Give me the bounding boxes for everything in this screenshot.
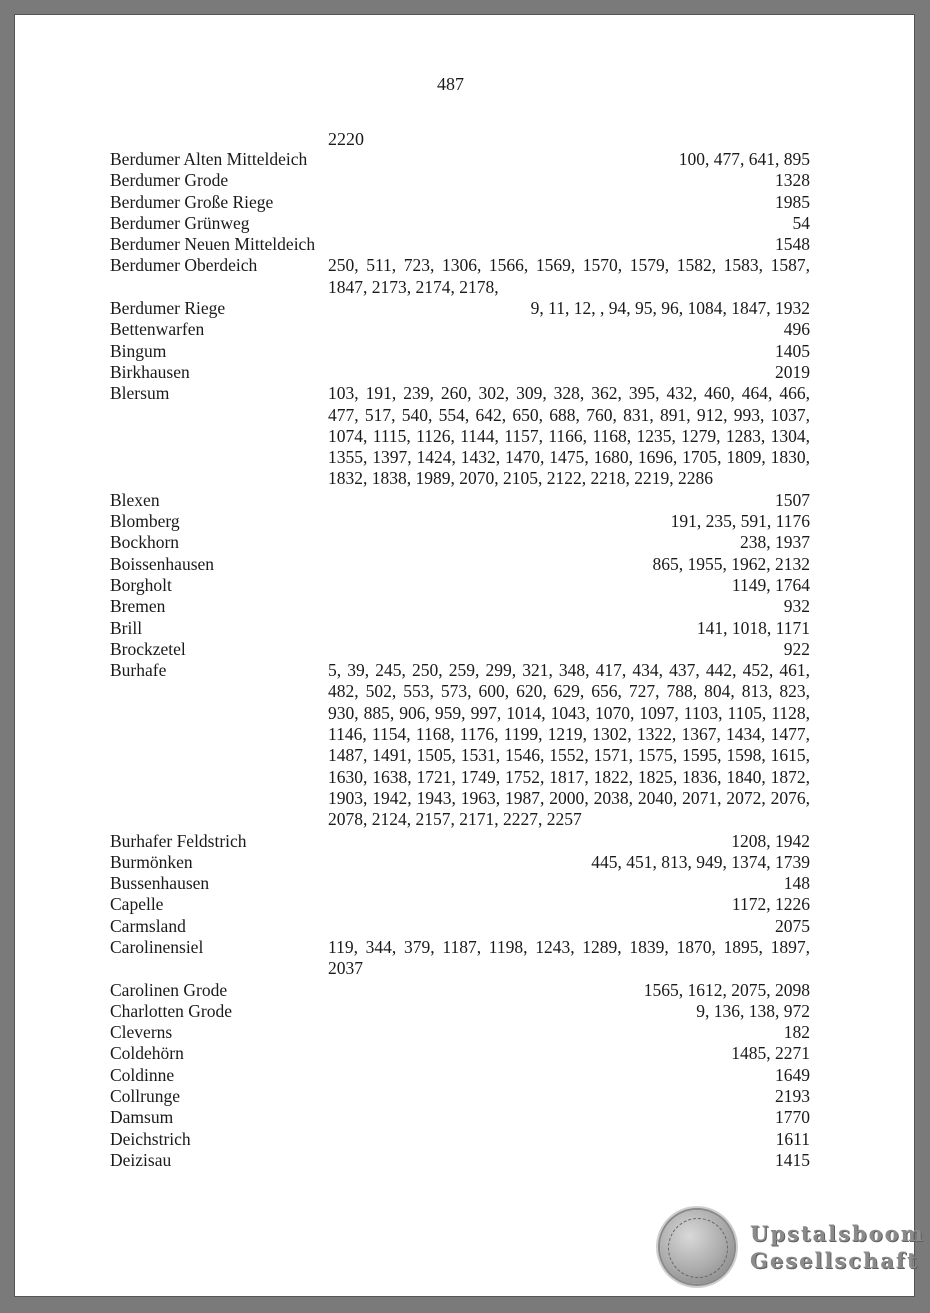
entry-place-name: Collrunge [110, 1086, 180, 1107]
entry-place-name: Deizisau [110, 1149, 172, 1170]
entry-page-refs: 1985 [775, 191, 810, 212]
entry-page-refs: 191, 235, 591, 1176 [670, 511, 810, 532]
entry-page-refs: 1507 [775, 489, 810, 510]
index-entry [110, 255, 810, 298]
entry-page-refs: 103, 191, 239, 260, 302, 309, 328, 362, 395, 432, 460, 464, 466, 477, 517, 540, 554, 642, 650, 688, 760, 831, 891, 912, 993, 1037, 1074, 1115, 1126, 1144, 1157, 1166, 1168, 1235, 1279, 1283, 1304, 1355, 1397, 1424, 1432, 1470, 1475, 1680, 1696, 1705, 1809, 1830, 1832, 1838, 1989, 2070, 2105, 2122, 2218, 2219, 2286 [328, 383, 810, 489]
entry-place-name: Carolinensiel [110, 936, 204, 957]
entry-page-refs: 100, 477, 641, 895 [678, 149, 810, 169]
entry-place-name: Brockzetel [110, 638, 186, 659]
entry-place-name: Bremen [110, 596, 166, 617]
index-entry [110, 170, 810, 191]
index-entry [110, 660, 810, 830]
index-entry [110, 916, 810, 937]
entry-place-name: Charlotten Grode [110, 1000, 232, 1021]
entry-page-refs: 932 [783, 596, 810, 617]
entry-place-name: Brill [110, 617, 143, 638]
index-entry [110, 298, 810, 319]
index-entry [110, 1129, 810, 1150]
entry-page-refs: 54 [792, 212, 810, 233]
entry-place-name: Damsum [110, 1107, 174, 1128]
entry-page-refs: 1328 [775, 170, 810, 191]
logo-line-2: Gesellschaft [750, 1248, 919, 1273]
publisher-logo [660, 1210, 925, 1290]
index-entry [110, 511, 810, 532]
entry-place-name: Bussenhausen [110, 873, 210, 894]
index-entry [110, 1043, 810, 1064]
entry-page-refs: 2193 [775, 1086, 810, 1107]
document-page [14, 14, 925, 1297]
entry-page-refs: 1149, 1764 [731, 574, 810, 595]
index-entry [110, 937, 810, 980]
page-number: 487 [437, 74, 464, 94]
index-entry [110, 1150, 810, 1171]
index-entry [110, 341, 810, 362]
index-entry [110, 852, 810, 873]
index-entry [110, 596, 810, 617]
entry-place-name: Berdumer Grünweg [110, 212, 250, 233]
entry-page-refs: 865, 1955, 1962, 2132 [652, 553, 810, 574]
entry-page-refs: 148 [783, 873, 810, 894]
index-entry [110, 639, 810, 660]
index-entry [110, 490, 810, 511]
entry-place-name: Berdumer Große Riege [110, 191, 274, 212]
entry-page-refs: 1548 [775, 234, 810, 255]
entry-page-refs: 141, 1018, 1171 [696, 617, 810, 638]
entry-place-name: Borgholt [110, 574, 172, 595]
index-entry [110, 213, 810, 234]
entry-place-name: Bettenwarfen [110, 319, 205, 340]
entry-place-name: Berdumer Grode [110, 170, 229, 191]
entry-page-refs: 250, 511, 723, 1306, 1566, 1569, 1570, 1579, 1582, 1583, 1587, 1847, 2173, 2174, 2178, [328, 255, 810, 297]
index-entries [110, 149, 810, 1171]
index-entry [110, 575, 810, 596]
index-entry [110, 618, 810, 639]
entry-place-name: Blersum [110, 383, 170, 404]
entry-page-refs: 1770 [775, 1107, 810, 1128]
entry-page-refs: 5, 39, 245, 250, 259, 299, 321, 348, 417, 434, 437, 442, 452, 461, 482, 502, 553, 573, 600, 620, 629, 656, 727, 788, 804, 813, 823, 930, 885, 906, 959, 997, 1014, 1043, 1070, 1097, 1103, 1105, 1128, 1146, 1154, 1168, 1176, 1199, 1219, 1302, 1322, 1367, 1434, 1477, 1487, 1491, 1505, 1531, 1546, 1552, 1571, 1575, 1595, 1598, 1615, 1630, 1638, 1721, 1749, 1752, 1817, 1822, 1825, 1836, 1840, 1872, 1903, 1942, 1943, 1963, 1987, 2000, 2038, 2040, 2071, 2072, 2076, 2078, 2124, 2157, 2171, 2227, 2257 [328, 660, 810, 830]
entry-page-refs: 238, 1937 [740, 532, 810, 553]
entry-page-refs: 1649 [775, 1064, 810, 1085]
entry-place-name: Burhafer Feldstrich [110, 830, 247, 851]
entry-page-refs: 9, 136, 138, 972 [696, 1000, 810, 1021]
entry-place-name: Birkhausen [110, 361, 190, 382]
entry-place-name: Berdumer Alten Mitteldeich [110, 149, 308, 169]
index-entry [110, 362, 810, 383]
entry-page-refs: 1565, 1612, 2075, 2098 [643, 979, 810, 1000]
index-entry [110, 383, 810, 489]
index-entry [110, 873, 810, 894]
entry-page-refs: 119, 344, 379, 1187, 1198, 1243, 1289, 1839, 1870, 1895, 1897, 2037 [328, 936, 810, 979]
entry-place-name: Cleverns [110, 1022, 173, 1043]
entry-place-name: Bingum [110, 340, 167, 361]
entry-place-name: Coldehörn [110, 1043, 184, 1064]
entry-page-refs: 9, 11, 12, , 94, 95, 96, 1084, 1847, 1932 [530, 298, 810, 319]
index-entry [110, 319, 810, 340]
entry-place-name: Carmsland [110, 915, 186, 936]
entry-page-refs: 496 [783, 319, 810, 340]
index-entry [110, 1001, 810, 1022]
entry-place-name: Bockhorn [110, 532, 180, 553]
entry-page-refs: 922 [783, 638, 810, 659]
entry-page-refs: 1208, 1942 [731, 830, 810, 851]
entry-place-name: Blexen [110, 489, 160, 510]
index-entry [110, 831, 810, 852]
entry-page-refs: 1415 [775, 1149, 810, 1170]
index-entry [110, 149, 810, 170]
index-entry [110, 234, 810, 255]
index-entry [110, 192, 810, 213]
entry-page-refs: 1405 [775, 340, 810, 361]
entry-page-refs: 1485, 2271 [731, 1043, 810, 1064]
index-entry [110, 894, 810, 915]
continuation-reference: 2220 [328, 129, 364, 149]
entry-place-name: Coldinne [110, 1064, 175, 1085]
entry-place-name: Capelle [110, 894, 164, 915]
index-entry [110, 1107, 810, 1128]
entry-place-name: Boissenhausen [110, 553, 215, 574]
index-entry [110, 1065, 810, 1086]
entry-page-refs: 445, 451, 813, 949, 1374, 1739 [591, 851, 810, 872]
entry-place-name: Blomberg [110, 511, 180, 532]
entry-place-name: Berdumer Neuen Mitteldeich [110, 234, 316, 255]
logo-line-1: Upstalsboom [750, 1221, 925, 1246]
entry-page-refs: 182 [783, 1022, 810, 1043]
entry-place-name: Burhafe [110, 660, 167, 681]
entry-page-refs: 2019 [775, 361, 810, 382]
index-entry [110, 1022, 810, 1043]
index-entry [110, 532, 810, 553]
index-entry [110, 980, 810, 1001]
entry-page-refs: 2075 [775, 915, 810, 936]
index-entry [110, 1086, 810, 1107]
entry-page-refs: 1172, 1226 [731, 894, 810, 915]
entry-place-name: Deichstrich [110, 1128, 191, 1149]
logo-text [750, 1220, 925, 1274]
entry-page-refs: 1611 [775, 1128, 810, 1149]
entry-place-name: Burmönken [110, 851, 193, 872]
seal-emblem-icon [660, 1210, 734, 1284]
entry-place-name: Berdumer Riege [110, 298, 226, 319]
entry-place-name: Berdumer Oberdeich [110, 255, 258, 276]
index-entry [110, 554, 810, 575]
entry-place-name: Carolinen Grode [110, 979, 228, 1000]
